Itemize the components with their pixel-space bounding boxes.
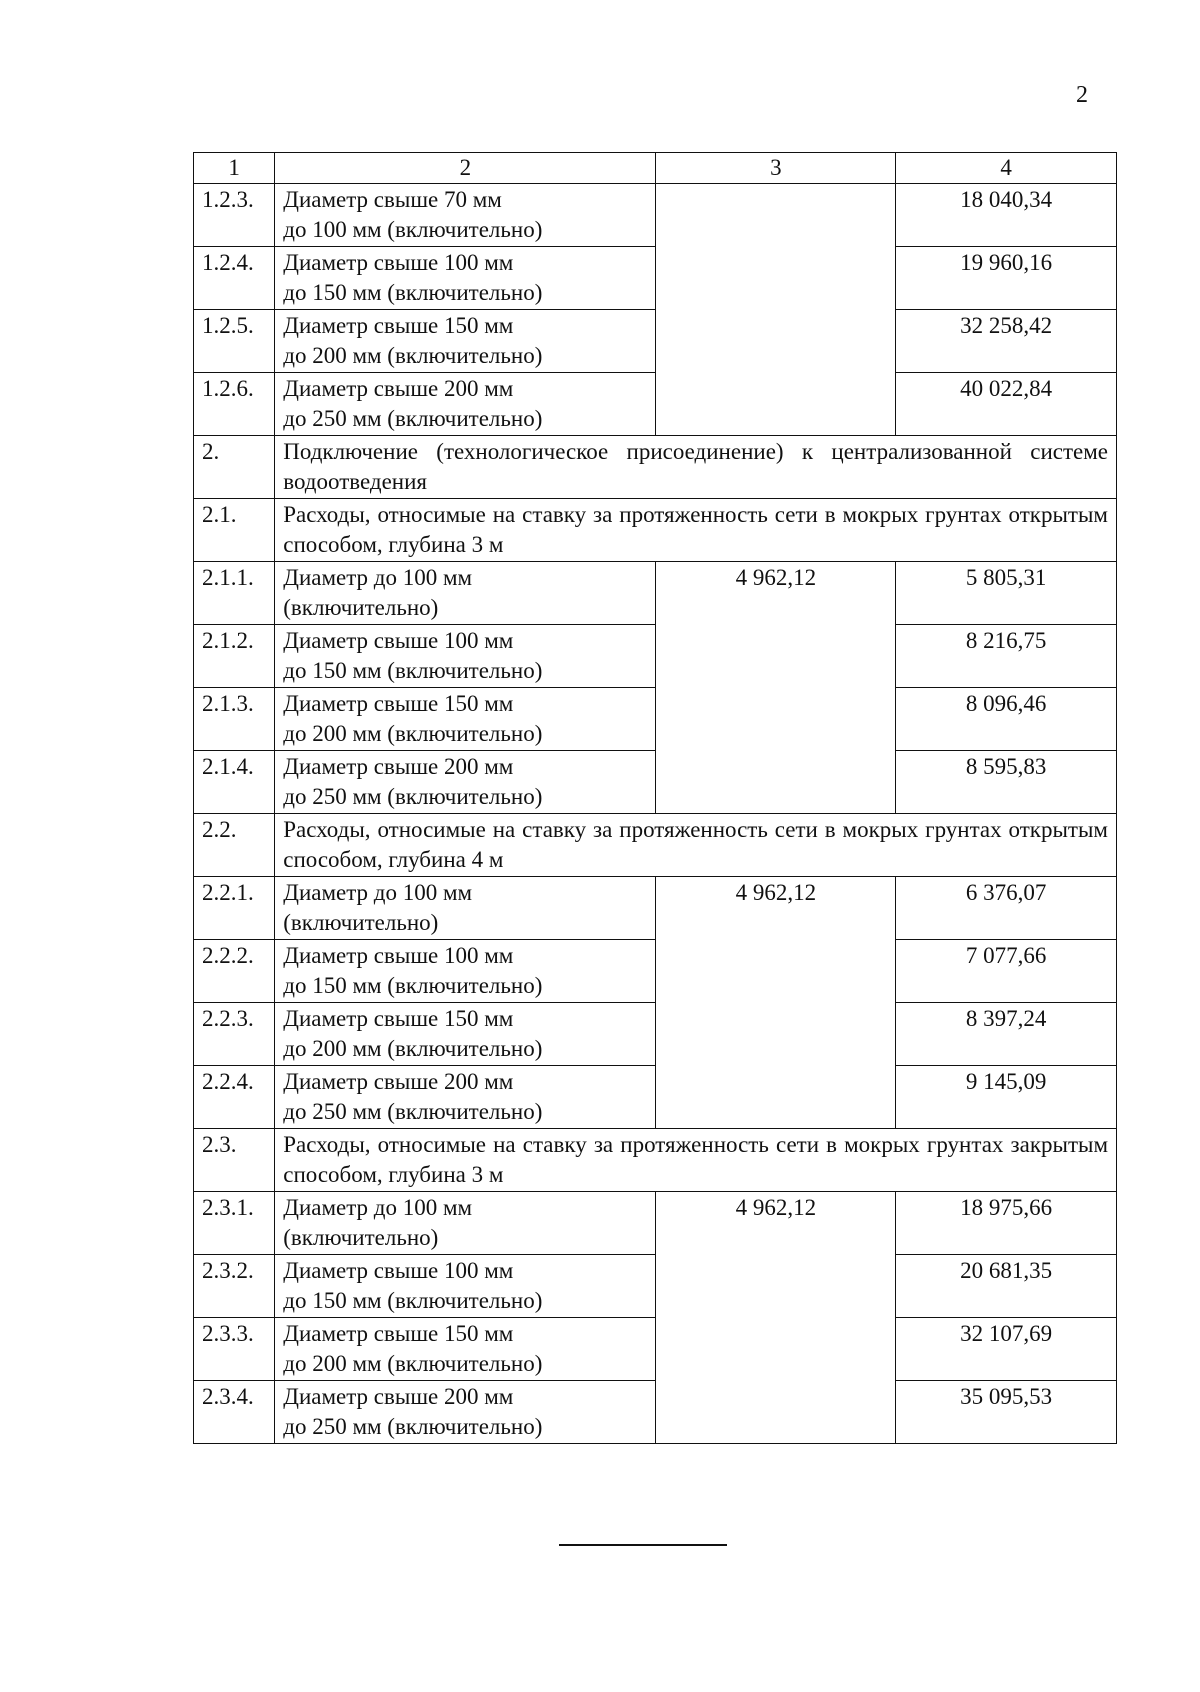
row-value: 40 022,84 — [896, 373, 1117, 436]
header-col-3: 3 — [656, 153, 896, 184]
row-value: 8 595,83 — [896, 751, 1117, 814]
row-value: 19 960,16 — [896, 247, 1117, 310]
table-row — [194, 373, 1117, 436]
description-line: (включительно) — [283, 910, 439, 935]
row-number: 1.2.6. — [194, 373, 275, 436]
header-col-2: 2 — [275, 153, 656, 184]
row-value: 35 095,53 — [896, 1381, 1117, 1444]
row-number: 2.3.2. — [194, 1255, 275, 1318]
row-value: 8 096,46 — [896, 688, 1117, 751]
table-row — [194, 247, 1117, 310]
description-line: до 200 мм (включительно) — [283, 343, 543, 368]
description-line: Диаметр до 100 мм — [283, 880, 473, 905]
description-line: до 100 мм (включительно) — [283, 217, 543, 242]
header-col-4: 4 — [896, 153, 1117, 184]
section-header-row — [194, 499, 1117, 562]
row-value: 18 040,34 — [896, 184, 1117, 247]
row-description — [275, 373, 656, 436]
row-description — [275, 247, 656, 310]
row-description — [275, 1381, 656, 1444]
row-description — [275, 751, 656, 814]
description-line: Диаметр свыше 100 мм — [283, 250, 514, 275]
rate-cell: 4 962,12 — [656, 877, 896, 1129]
section-title: Расходы, относимые на ставку за протяженность сети в мокрых грунтах открытым способом, глубина 4 м — [275, 814, 1117, 877]
table-row — [194, 940, 1117, 1003]
description-line: Диаметр свыше 200 мм — [283, 1069, 514, 1094]
description-line: Диаметр свыше 150 мм — [283, 313, 514, 338]
description-line: до 200 мм (включительно) — [283, 1036, 543, 1061]
table-row — [194, 877, 1117, 940]
row-number: 2.1.4. — [194, 751, 275, 814]
rate-cell: 4 962,12 — [656, 1192, 896, 1444]
rate-cell-empty — [656, 184, 896, 436]
description-line: до 250 мм (включительно) — [283, 784, 543, 809]
description-line: до 150 мм (включительно) — [283, 973, 543, 998]
page-number: 2 — [1076, 82, 1088, 108]
description-line: Диаметр свыше 150 мм — [283, 1006, 514, 1031]
row-description — [275, 1003, 656, 1066]
description-line: до 150 мм (включительно) — [283, 280, 543, 305]
description-line: Диаметр свыше 70 мм — [283, 187, 502, 212]
section-title: Расходы, относимые на ставку за протяженность сети в мокрых грунтах закрытым способом, глубина 3 м — [275, 1129, 1117, 1192]
row-value: 20 681,35 — [896, 1255, 1117, 1318]
description-line: Диаметр свыше 100 мм — [283, 943, 514, 968]
row-number: 1.2.5. — [194, 310, 275, 373]
description-line: (включительно) — [283, 1225, 439, 1250]
row-value: 18 975,66 — [896, 1192, 1117, 1255]
rate-cell: 4 962,12 — [656, 562, 896, 814]
description-line: до 250 мм (включительно) — [283, 1099, 543, 1124]
description-line: Диаметр свыше 150 мм — [283, 691, 514, 716]
description-line: Диаметр свыше 200 мм — [283, 1384, 514, 1409]
table-row — [194, 688, 1117, 751]
section-number: 2.3. — [194, 1129, 275, 1192]
row-number: 1.2.3. — [194, 184, 275, 247]
row-number: 2.2.3. — [194, 1003, 275, 1066]
row-value: 7 077,66 — [896, 940, 1117, 1003]
row-description — [275, 1255, 656, 1318]
description-line: до 200 мм (включительно) — [283, 1351, 543, 1376]
row-value: 5 805,31 — [896, 562, 1117, 625]
row-description — [275, 1192, 656, 1255]
table-row — [194, 184, 1117, 247]
table-row — [194, 1318, 1117, 1381]
row-number: 2.3.3. — [194, 1318, 275, 1381]
description-line: Диаметр до 100 мм — [283, 565, 473, 590]
description-line: Диаметр свыше 200 мм — [283, 376, 514, 401]
table-row — [194, 1381, 1117, 1444]
end-divider — [559, 1544, 727, 1546]
row-value: 9 145,09 — [896, 1066, 1117, 1129]
description-line: Диаметр свыше 150 мм — [283, 1321, 514, 1346]
row-number: 2.2.2. — [194, 940, 275, 1003]
row-description — [275, 940, 656, 1003]
row-description — [275, 562, 656, 625]
row-description — [275, 625, 656, 688]
row-value: 32 107,69 — [896, 1318, 1117, 1381]
row-number: 2.1.3. — [194, 688, 275, 751]
section-title: Подключение (технологическое присоединение) к централизованной системе водоотведения — [275, 436, 1117, 499]
table-row — [194, 625, 1117, 688]
description-line: до 250 мм (включительно) — [283, 406, 543, 431]
description-line: (включительно) — [283, 595, 439, 620]
section-number: 2. — [194, 436, 275, 499]
table-row — [194, 1066, 1117, 1129]
section-title: Расходы, относимые на ставку за протяженность сети в мокрых грунтах открытым способом, глубина 3 м — [275, 499, 1117, 562]
row-description — [275, 310, 656, 373]
row-number: 2.2.4. — [194, 1066, 275, 1129]
table-row — [194, 310, 1117, 373]
row-description — [275, 1066, 656, 1129]
table-row — [194, 562, 1117, 625]
row-number: 2.1.1. — [194, 562, 275, 625]
description-line: до 200 мм (включительно) — [283, 721, 543, 746]
description-line: Диаметр свыше 100 мм — [283, 628, 514, 653]
row-description — [275, 1318, 656, 1381]
row-description — [275, 184, 656, 247]
row-number: 2.3.4. — [194, 1381, 275, 1444]
row-number: 2.3.1. — [194, 1192, 275, 1255]
section-number: 2.2. — [194, 814, 275, 877]
table-row — [194, 1003, 1117, 1066]
table-header-row — [194, 153, 1117, 184]
description-line: Диаметр свыше 100 мм — [283, 1258, 514, 1283]
description-line: Диаметр свыше 200 мм — [283, 754, 514, 779]
row-value: 8 397,24 — [896, 1003, 1117, 1066]
row-number: 2.1.2. — [194, 625, 275, 688]
row-number: 1.2.4. — [194, 247, 275, 310]
section-header-row — [194, 814, 1117, 877]
section-header-row — [194, 1129, 1117, 1192]
row-number: 2.2.1. — [194, 877, 275, 940]
description-line: до 150 мм (включительно) — [283, 1288, 543, 1313]
section-2-row — [194, 436, 1117, 499]
description-line: Диаметр до 100 мм — [283, 1195, 473, 1220]
row-value: 8 216,75 — [896, 625, 1117, 688]
description-line: до 250 мм (включительно) — [283, 1414, 543, 1439]
table-row — [194, 1192, 1117, 1255]
table-row — [194, 1255, 1117, 1318]
section-number: 2.1. — [194, 499, 275, 562]
row-description — [275, 688, 656, 751]
header-col-1: 1 — [194, 153, 275, 184]
row-description — [275, 877, 656, 940]
row-value: 6 376,07 — [896, 877, 1117, 940]
tariff-table — [193, 152, 1117, 1444]
table-row — [194, 751, 1117, 814]
row-value: 32 258,42 — [896, 310, 1117, 373]
description-line: до 150 мм (включительно) — [283, 658, 543, 683]
